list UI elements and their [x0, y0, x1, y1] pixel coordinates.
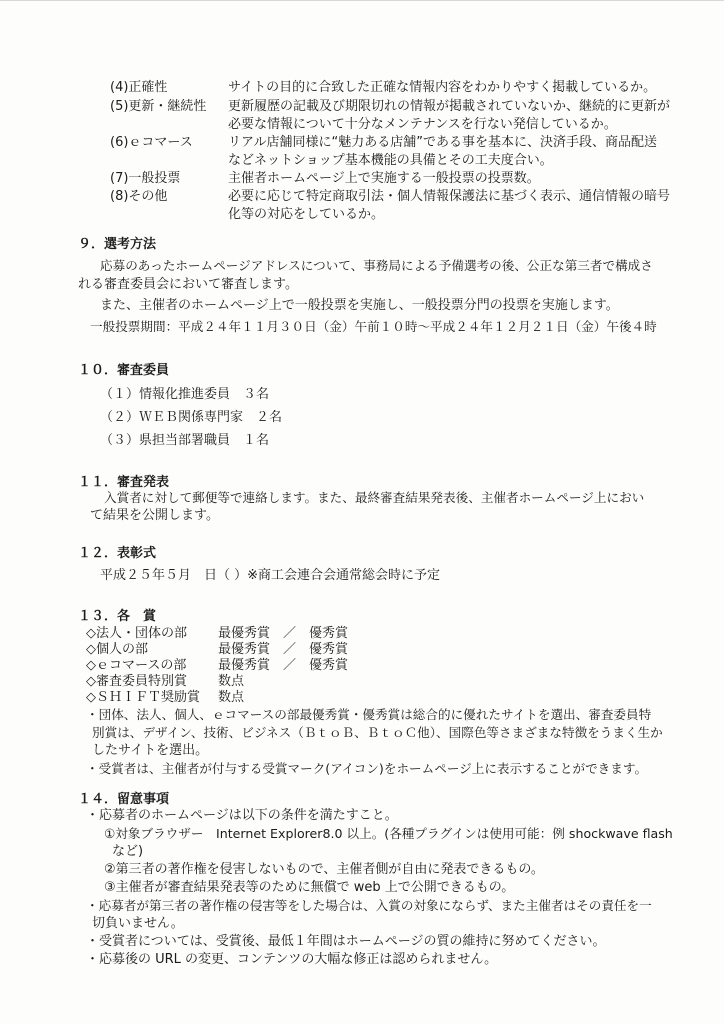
award-category: ◇ＳＨＩＦＴ奨励賞 — [86, 690, 200, 705]
notice-line: ・応募後の URL の変更、コンテンツの大幅な修正は認められません。 — [86, 952, 498, 967]
criteria-desc: 更新履歴の記載及び期限切れの情報が掲載されていないか、継続的に更新が — [228, 99, 671, 114]
paragraph: また、主催者のホームページ上で一般投票を実施し、一般投票分門の投票を実施します。 — [100, 298, 619, 313]
list-item: （１）情報化推進委員 ３名 — [100, 387, 270, 402]
award-prize: 最優秀賞 ／ 優秀賞 — [218, 642, 349, 657]
award-prize: 最優秀賞 ／ 優秀賞 — [218, 626, 349, 641]
award-prize: 数点 — [218, 674, 245, 689]
ceremony-date: 平成２５年５月 日（ ）※商工会連合会通常総会時に予定 — [100, 568, 441, 583]
award-category: ◇個人の部 — [86, 642, 148, 657]
paragraph: 応募のあったホームページアドレスについて、事務局による予備選考の後、公正な第三者で構成さ — [100, 258, 653, 273]
criteria-label: (7)一般投票 — [110, 171, 181, 186]
award-category: ◇ｅコマースの部 — [86, 658, 187, 673]
criteria-label: (6)ｅコマース — [110, 135, 193, 150]
section-heading: １４．留意事項 — [78, 792, 170, 807]
section-heading: １１．審査発表 — [78, 475, 170, 490]
award-note: ・受賞者は、主催者が付与する受賞マーク(アイコン)をホームページ上に表示することができます。 — [86, 761, 648, 776]
list-item: （３）県担当部署職員 １名 — [100, 433, 270, 448]
paragraph: 入賞者に対して郵便等で連絡します。また、最終審査結果発表後、主催者ホームページ上におい — [104, 490, 645, 505]
criteria-desc: 主催者ホームページ上で実施する一般投票の投票数。 — [228, 171, 540, 186]
award-note: 別賞は、デザイン、技術、ビジネス（ＢｔｏＢ、ＢｔｏＣ他）、国際色等さまざまな特徴をうまく生か — [92, 725, 663, 740]
list-item: （２）ＷＥＢ関係専門家 ２名 — [100, 410, 283, 425]
criteria-label: (8)その他 — [110, 189, 168, 204]
award-note: したサイトを選出。 — [92, 743, 209, 758]
criteria-desc: 必要に応じて特定商取引法・個人情報保護法に基づく表示、通信情報の暗号 — [228, 189, 671, 204]
notice-line: ・応募者のホームページは以下の条件を満たすこと。 — [86, 808, 398, 823]
notice-line: 切負いません。 — [92, 916, 184, 931]
section-heading: １０．審査委員 — [78, 363, 170, 378]
section-heading: １３．各 賞 — [78, 609, 157, 624]
criteria-desc: などネットショップ基本機能の具備とその工夫度合い。 — [228, 153, 553, 168]
section-heading: ９．選考方法 — [78, 237, 157, 252]
notice-line: など) — [112, 844, 144, 859]
criteria-desc: 化等の対応をしているか。 — [228, 207, 385, 222]
criteria-label: (4)正確性 — [110, 80, 168, 95]
voting-period: 一般投票期間：平成２４年１１月３０日（金）午前１０時〜平成２４年１２月２１日（金）午後４時 — [90, 319, 657, 334]
criteria-desc: 必要な情報について十分なメンテナンスを行ない発信しているか。 — [228, 117, 617, 132]
notice-line: ・受賞者については、受賞後、最低１年間はホームページの質の維持に努めてください。 — [86, 934, 606, 949]
notice-line: ・応募者が第三者の著作権の侵害等をした場合は、入賞の対象にならず、また主催者はその責任を一 — [86, 898, 652, 913]
section-heading: １２．表彰式 — [78, 546, 157, 561]
notice-line: ①対象ブラウザー Internet Explorer8.0 以上。(各種プラグインは使用可能：例 shockwave flash — [104, 826, 673, 841]
paragraph: れる審査委員会において審査します。 — [78, 277, 298, 292]
paragraph: て結果を公開します。 — [90, 508, 219, 523]
award-note: ・団体、法人、個人、ｅコマースの部最優秀賞・優秀賞は総合的に優れたサイトを選出、審査委員特 — [86, 707, 652, 722]
notice-line: ③主催者が審査結果発表等のために無償で web 上で公開できるもの。 — [104, 880, 515, 895]
notice-line: ②第三者の著作権を侵害しないもので、主催者側が自由に発表できるもの。 — [104, 862, 544, 877]
award-prize: 数点 — [218, 690, 245, 705]
award-category: ◇法人・団体の部 — [86, 626, 187, 641]
criteria-label: (5)更新・継続性 — [110, 99, 207, 114]
award-prize: 最優秀賞 ／ 優秀賞 — [218, 658, 349, 673]
scan-edge — [0, 0, 724, 7]
criteria-desc: サイトの目的に合致した正確な情報内容をわかりやすく掲載しているか。 — [228, 80, 657, 95]
criteria-desc: リアル店舗同様に“魅力ある店舗”である事を基本に、決済手段、商品配送 — [228, 135, 657, 150]
award-category: ◇審査委員特別賞 — [86, 674, 187, 689]
